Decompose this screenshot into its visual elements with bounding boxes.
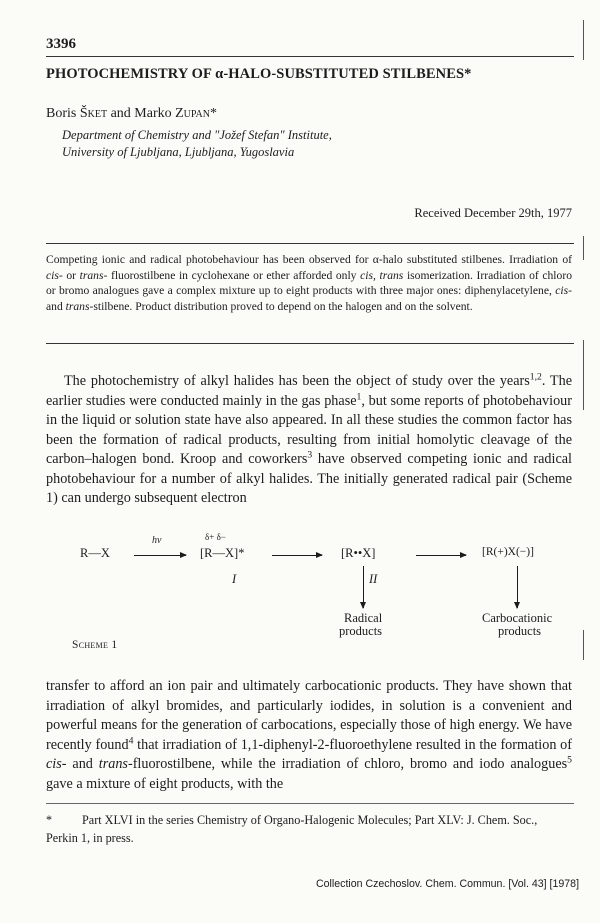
abstract-text: Competing ionic and radical photobehaviour has been observed for α-halo substituted stilbenes. Irradiation of <box>46 253 572 266</box>
body-text: gave a mixture of eight products, with the <box>46 775 284 792</box>
scheme-ion-pair: [R(+)X(−)] <box>482 546 534 558</box>
scheme-caption: Scheme 1 <box>72 639 118 651</box>
footnote-text: Part XLVI in the series Chemistry of Organo-Halogenic Molecules; Part XLV: J. Chem. Soc., Perkin 1, in press. <box>46 813 538 845</box>
body-margin-bar <box>583 340 584 410</box>
scheme-radical-products-1: Radical <box>344 611 383 625</box>
body-italic: trans- <box>98 756 133 772</box>
scheme-carbocationic-products-2: products <box>498 624 542 638</box>
body-paragraph-2 <box>46 677 572 794</box>
scheme-arrow-2 <box>272 555 322 556</box>
header-rule <box>46 56 574 57</box>
scheme-radical-products-2: products <box>339 624 383 638</box>
abstract-text: and <box>46 299 66 313</box>
abstract-italic: trans- <box>65 299 94 313</box>
reference-mark: 1,2 <box>529 371 542 383</box>
author-1-last: Šket <box>79 106 108 121</box>
author-2-first: Marko <box>134 106 176 121</box>
abstract-top-rule <box>46 243 574 244</box>
abstract-text: stilbene. Product distribution proved to depend on the halogen and on the solvent. <box>93 299 473 313</box>
body-text: have observed competing ionic and radical photobehaviour for a number of alkyl halides. The initially generated radical pair (Scheme 1) can undergo subsequent electron <box>46 451 572 506</box>
scheme-carbocationic-products-1: Carbocationic <box>482 611 553 625</box>
footnote <box>46 812 572 847</box>
reference-mark: 1 <box>356 390 362 402</box>
journal-footer: Collection Czechoslov. Chem. Commun. [Vol. 43] [1978] <box>316 878 580 890</box>
scheme-hv: hν <box>152 535 162 546</box>
abstract-italic: trans- <box>79 268 108 282</box>
body-text: , but some reports of photobehaviour in the liquid or solution state have also appeared. In all these studies the common factor has been the formation of radical products, resulting from initial homolytic cleavage of the carbon–halogen bond. Kroop and coworkers <box>46 392 572 467</box>
affiliation-line-2: University of Ljubljana, Ljubljana, Yugoslavia <box>62 145 295 159</box>
reference-mark: 5 <box>567 754 572 766</box>
affiliation-line-1: Department of Chemistry and "Jožef Stefan" Institute, <box>62 128 332 142</box>
abstract-text: isomerization. Irradiation of chloro or bromo analogues gave a complex mixture up to eight products with three major ones: diphenylacetylene, <box>46 268 572 297</box>
scheme-label-I: I <box>232 572 237 586</box>
reference-mark: 4 <box>128 734 134 746</box>
body-text: The photochemistry of alkyl halides has been the object of study over the years <box>64 373 530 389</box>
body-paragraph-1 <box>46 372 572 509</box>
scheme-charges: δ+ δ− <box>205 532 226 542</box>
scheme-excited-state: [R—X]* <box>200 546 245 560</box>
page-number: 3396 <box>46 36 76 52</box>
body-text: that irradiation of 1,1-diphenyl-2-fluoroethylene resulted in the formation of <box>133 736 573 753</box>
abstract <box>46 252 572 314</box>
body-text: fluorostilbene, while the irradiation of chloro, bromo and iodo analogues <box>132 756 568 772</box>
body-text: and <box>66 756 99 772</box>
author-2-last: Zupan <box>175 106 210 121</box>
abstract-italic: cis, trans <box>360 268 404 282</box>
author-1-first: Boris <box>46 106 80 121</box>
body-italic: cis- <box>46 756 67 772</box>
reference-mark: 3 <box>307 449 313 461</box>
scheme-rx: R—X <box>80 546 110 560</box>
article-title: PHOTOCHEMISTRY OF α-HALO-SUBSTITUTED STILBENES* <box>46 66 472 82</box>
abstract-text: or <box>62 268 80 282</box>
scheme-arrow-3 <box>416 555 466 556</box>
scheme-radical-pair: [R••X] <box>341 546 376 560</box>
abstract-italic: cis- <box>46 268 63 282</box>
authors-and: and <box>107 106 135 121</box>
body-text: transfer to afford an ion pair and ultimately carbocationic products. They have shown that irradiation of alkyl bromides, and particularly iodides, in solution is a convenient and powerful means for the generation of carbocations, especially those of high energy. We have recently found <box>46 678 572 753</box>
received-date: Received December 29th, 1977 <box>414 206 572 220</box>
abstract-italic: cis- <box>555 284 572 297</box>
footnote-mark: * <box>46 813 53 827</box>
margin-bar <box>583 20 584 60</box>
abstract-margin-bar <box>583 236 584 260</box>
abstract-text: fluorostilbene in cyclohexane or ether afforded only <box>107 268 361 282</box>
scheme-arrow-down-1 <box>363 566 364 608</box>
abstract-bottom-rule <box>46 343 574 344</box>
body-text: . The earlier studies were conducted mainly in the gas phase <box>46 373 572 409</box>
scheme-arrow-1 <box>134 555 186 556</box>
authors <box>46 106 217 122</box>
scheme-margin-bar <box>583 630 584 660</box>
scheme-arrow-down-2 <box>517 566 518 608</box>
author-2-mark: * <box>210 106 217 121</box>
footnote-rule <box>46 803 574 804</box>
affiliation <box>62 127 332 161</box>
scheme-label-II: II <box>369 572 378 586</box>
